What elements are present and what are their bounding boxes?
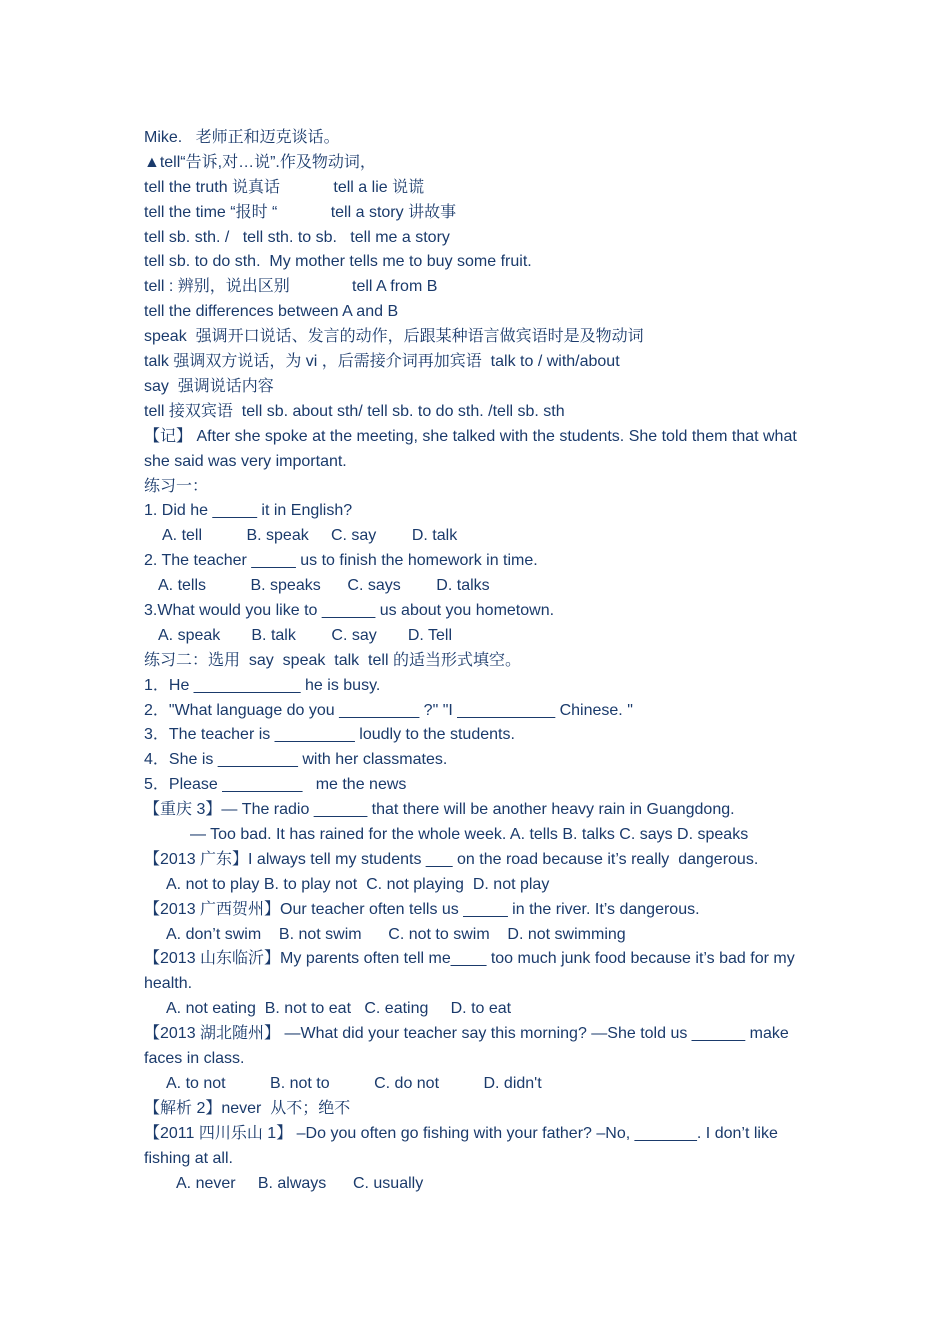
answer-options: A. tell B. speak C. say D. talk: [162, 527, 458, 545]
text-line: tell : 辨别，说出区别 tell A from B: [144, 278, 438, 296]
question-stem: 【2013 广东】I always tell my students ___ on the road because it’s really dangerous.: [144, 850, 759, 868]
question-stem: 2. The teacher _____ us to finish the homework in time.: [144, 552, 538, 570]
question-stem: 【重庆 3】— The radio ______ that there will be another heavy rain in Guangdong.: [144, 801, 735, 819]
text-line: tell 接双宾语 tell sb. about sth/ tell sb. to do sth. /tell sb. sth: [144, 402, 565, 420]
text-line: tell the time “报时 “ tell a story 讲故事: [144, 203, 457, 221]
section-heading: 练习二：选用 say speak talk tell 的适当形式填空。: [144, 651, 521, 669]
question-stem: 【2013 湖北随州】 —What did your teacher say this morning? —She told us ______ make faces in class.: [144, 1025, 789, 1068]
answer-options: A. tells B. speaks C. says D. talks: [158, 577, 490, 595]
question-stem: 【2011 四川乐山 1】 –Do you often go fishing with your father? –No, _______. I don’t like fishing at all.: [144, 1124, 778, 1167]
analysis-note: 【解析 2】never 从不；绝不: [144, 1099, 351, 1117]
text-line: tell the differences between A and B: [144, 303, 399, 321]
text-line: say 强调说话内容: [144, 377, 274, 395]
question-stem: 【2013 山东临沂】My parents often tell me____ too much junk food because it’s bad for my health.: [144, 950, 795, 993]
memo-paragraph: 【记】 After she spoke at the meeting, she talked with the students. She told them that what she said was very important.: [144, 427, 797, 470]
document-body: [144, 126, 814, 1196]
section-heading: 练习一：: [144, 477, 209, 495]
question-stem: 3.What would you like to ______ us about you hometown.: [144, 601, 555, 619]
question-continuation: — Too bad. It has rained for the whole week. A. tells B. talks C. says D. speaks: [190, 825, 749, 843]
answer-options: A. to not B. not to C. do not D. didn't: [166, 1074, 542, 1092]
text-line: talk 强调双方说话，为 vi ，后需接介词再加宾语 talk to / with/about: [144, 353, 620, 371]
answer-options: A. not to play B. to play not C. not playing D. not play: [166, 875, 550, 893]
fill-blank-item: 3．The teacher is _________ loudly to the students.: [144, 726, 515, 744]
answer-options: A. never B. always C. usually: [176, 1174, 424, 1192]
fill-blank-item: 2．"What language do you _________ ?" "I ___________ Chinese. ": [144, 701, 633, 719]
text-line: tell sb. sth. / tell sth. to sb. tell me a story: [144, 228, 450, 246]
text-line: Mike. 老师正和迈克谈话。: [144, 129, 340, 146]
fill-blank-item: 1．He ____________ he is busy.: [144, 676, 381, 694]
answer-options: A. don’t swim B. not swim C. not to swim D. not swimming: [166, 925, 626, 943]
text-line: tell sb. to do sth. My mother tells me to buy some fruit.: [144, 253, 532, 271]
text-line: tell the truth 说真话 tell a lie 说谎: [144, 178, 425, 196]
answer-options: A. not eating B. not to eat C. eating D. to eat: [166, 1000, 512, 1018]
text-line: speak 强调开口说话、发言的动作，后跟某种语言做宾语时是及物动词: [144, 328, 644, 346]
fill-blank-item: 5．Please _________ me the news: [144, 776, 407, 794]
text-line: ▲tell“告诉,对…说”.作及物动词，: [144, 153, 376, 171]
question-stem: 1. Did he _____ it in English?: [144, 502, 353, 520]
question-stem: 【2013 广西贺州】Our teacher often tells us _____ in the river. It’s dangerous.: [144, 900, 700, 918]
fill-blank-item: 4．She is _________ with her classmates.: [144, 751, 448, 769]
answer-options: A. speak B. talk C. say D. Tell: [158, 626, 453, 644]
